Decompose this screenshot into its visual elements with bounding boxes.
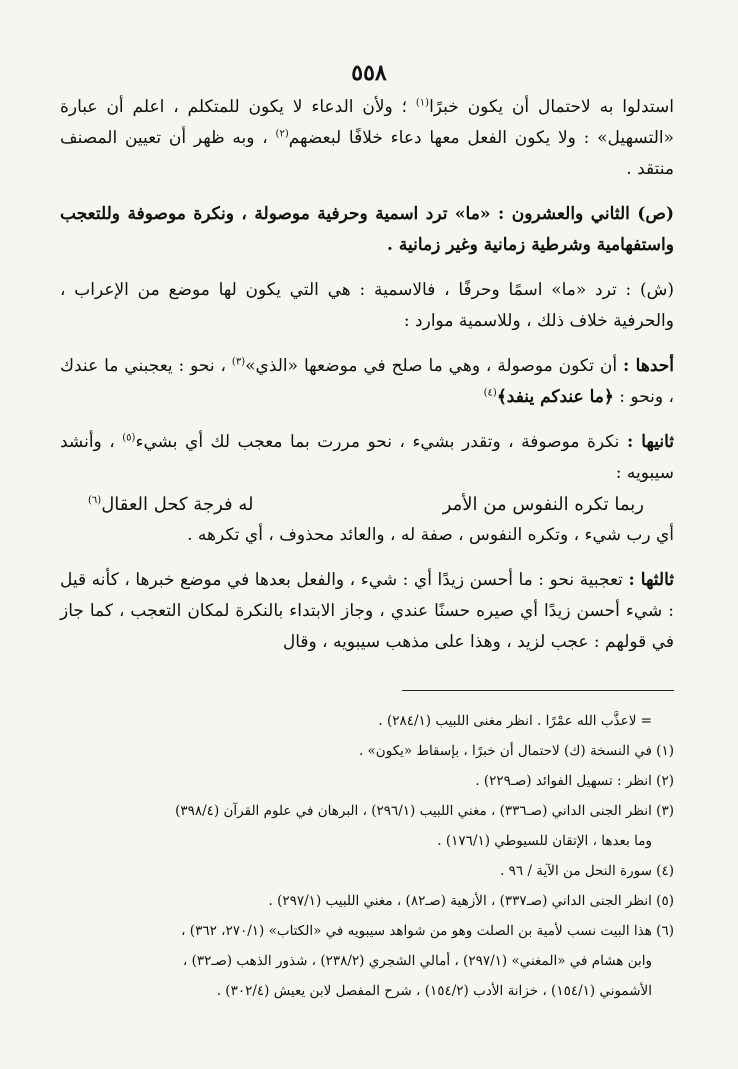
footnote: (١) في النسخة (ك) لاحتمال أن خبرًا ، بإسقاط «يكون» .: [358, 743, 674, 759]
footnote-continuation: وابن هشام في «المغني» (٢٩٧/١) ، أمالي الشجري (٢٣٨/٢) ، شذور الذهب (صـ٣٢) ،: [182, 953, 652, 969]
footnote: (٥) انظر الجنى الداني (صـ٣٣٧) ، الأزهية (صـ٨٢) ، مغني اللبيب (٢٩٧/١) .: [268, 893, 674, 909]
poem-hemistich-1: ربما تكره النفوس من الأمر: [442, 494, 644, 515]
footnote-ref: (٤): [483, 387, 497, 399]
poem-explanation: أي رب شيء ، وتكره النفوس ، صفة له ، والعائد محذوف ، أي تكرهه .: [187, 525, 674, 545]
second-use-paragraph: ثانيها : نكرة موصوفة ، وتقدر بشيء ، نحو مررت بما معجب لك أي بشيء$^{(٥)}$ ، وأنشد سيبويه :: [60, 432, 675, 483]
footnote: (٣) انظر الجنى الداني (صـ٣٣٦) ، مغني اللبيب (٢٩٦/١) ، البرهان في علوم القرآن (٣٩٨/٤): [175, 803, 674, 819]
quran-verse: ﴿ما عندكم ينفد﴾: [496, 387, 614, 407]
main-text: [60, 92, 674, 658]
footnote-continuation: وما بعدها ، الإتقان للسيوطي (١٧٦/١) .: [437, 833, 652, 849]
footnote-ref: (٣): [231, 356, 246, 368]
footnote: (٢) انظر : تسهيل الفوائد (صـ٢٢٩) .: [475, 773, 674, 789]
first-label: أحدها :: [623, 356, 674, 376]
sharh-paragraph: (ش) : ترد «ما» اسمًا وحرفًا ، فالاسمية : هي التي يكون لها موضع من الإعراب ، والحرفية خلاف ذلك ، وللاسمية موارد :: [60, 280, 674, 331]
third-label: ثالثها :: [628, 570, 675, 590]
matn-paragraph: (ص) الثاني والعشرون : «ما» ترد اسمية وحرفية موصولة ، ونكرة موصوفة وللتعجب واستفهامية وشرطية زمانية وغير زمانية .: [60, 204, 674, 255]
footnote: = لاعذَّب الله عمْرًا . انظر مغنى اللبيب (٢٨٤/١) .: [378, 713, 652, 729]
footnote-ref: (٦): [88, 495, 102, 506]
second-label: ثانيها :: [626, 432, 675, 452]
footnote-ref: (٢): [275, 128, 289, 140]
intro-paragraph: استدلوا به لاحتمال أن يكون خبرًا$^{(١)}$ ؛ ولأن الدعاء لا يكون للمتكلم ، اعلم أن عبارة «التسهيل» : ولا يكون الفعل معها دعاء خلافًا لبعضهم$^{(٢)}$ ، وبه ظهر أن تعيين المصنف منتقد .: [60, 97, 675, 179]
footnotes: [60, 706, 674, 1006]
first-use-paragraph: أحدها : أن تكون موصولة ، وهي ما صلح في موضعها «الذي»$^{(٣)}$ ، نحو : يعجبني ما عندك ، ونحو : ﴿ما عندكم ينفد﴾$^{(٤)}$: [60, 356, 674, 407]
footnote-ref: (١): [415, 97, 430, 109]
poem-verse: [60, 489, 674, 520]
third-use-paragraph: ثالثها : تعجبية نحو : ما أحسن زيدًا أي : شيء ، والفعل بعدها في موضع خبرها ، كأنه قيل : شيء أحسن زيدًا أي صيره حسنًا عندي ، وجاز الابتداء بالنكرة لمكان التعجب ، كما جاز في قولهم : عجب لزيد ، وهذا على مذهب سيبويه ، وقال: [60, 570, 675, 652]
page-number: ٥٥٨: [351, 60, 387, 86]
footnote-ref: (٥): [122, 432, 136, 444]
footnote: (٦) هذا البيت نسب لأمية بن الصلت وهو من شواهد سيبويه في «الكتاب» (٢٧٠/١، ٣٦٢) ،: [181, 923, 674, 939]
footnote: (٤) سورة النحل من الآية / ٩٦ .: [500, 863, 674, 879]
footnote-separator: [402, 690, 674, 691]
footnote-continuation: الأشموني (١٥٤/١) ، خزانة الأدب (١٥٤/٢) ، شرح المفصل لابن يعيش (٣٠٢/٤) .: [216, 983, 652, 999]
poem-hemistich-2: له فرجة كحل العقال$^{(٦)}$: [88, 494, 254, 515]
